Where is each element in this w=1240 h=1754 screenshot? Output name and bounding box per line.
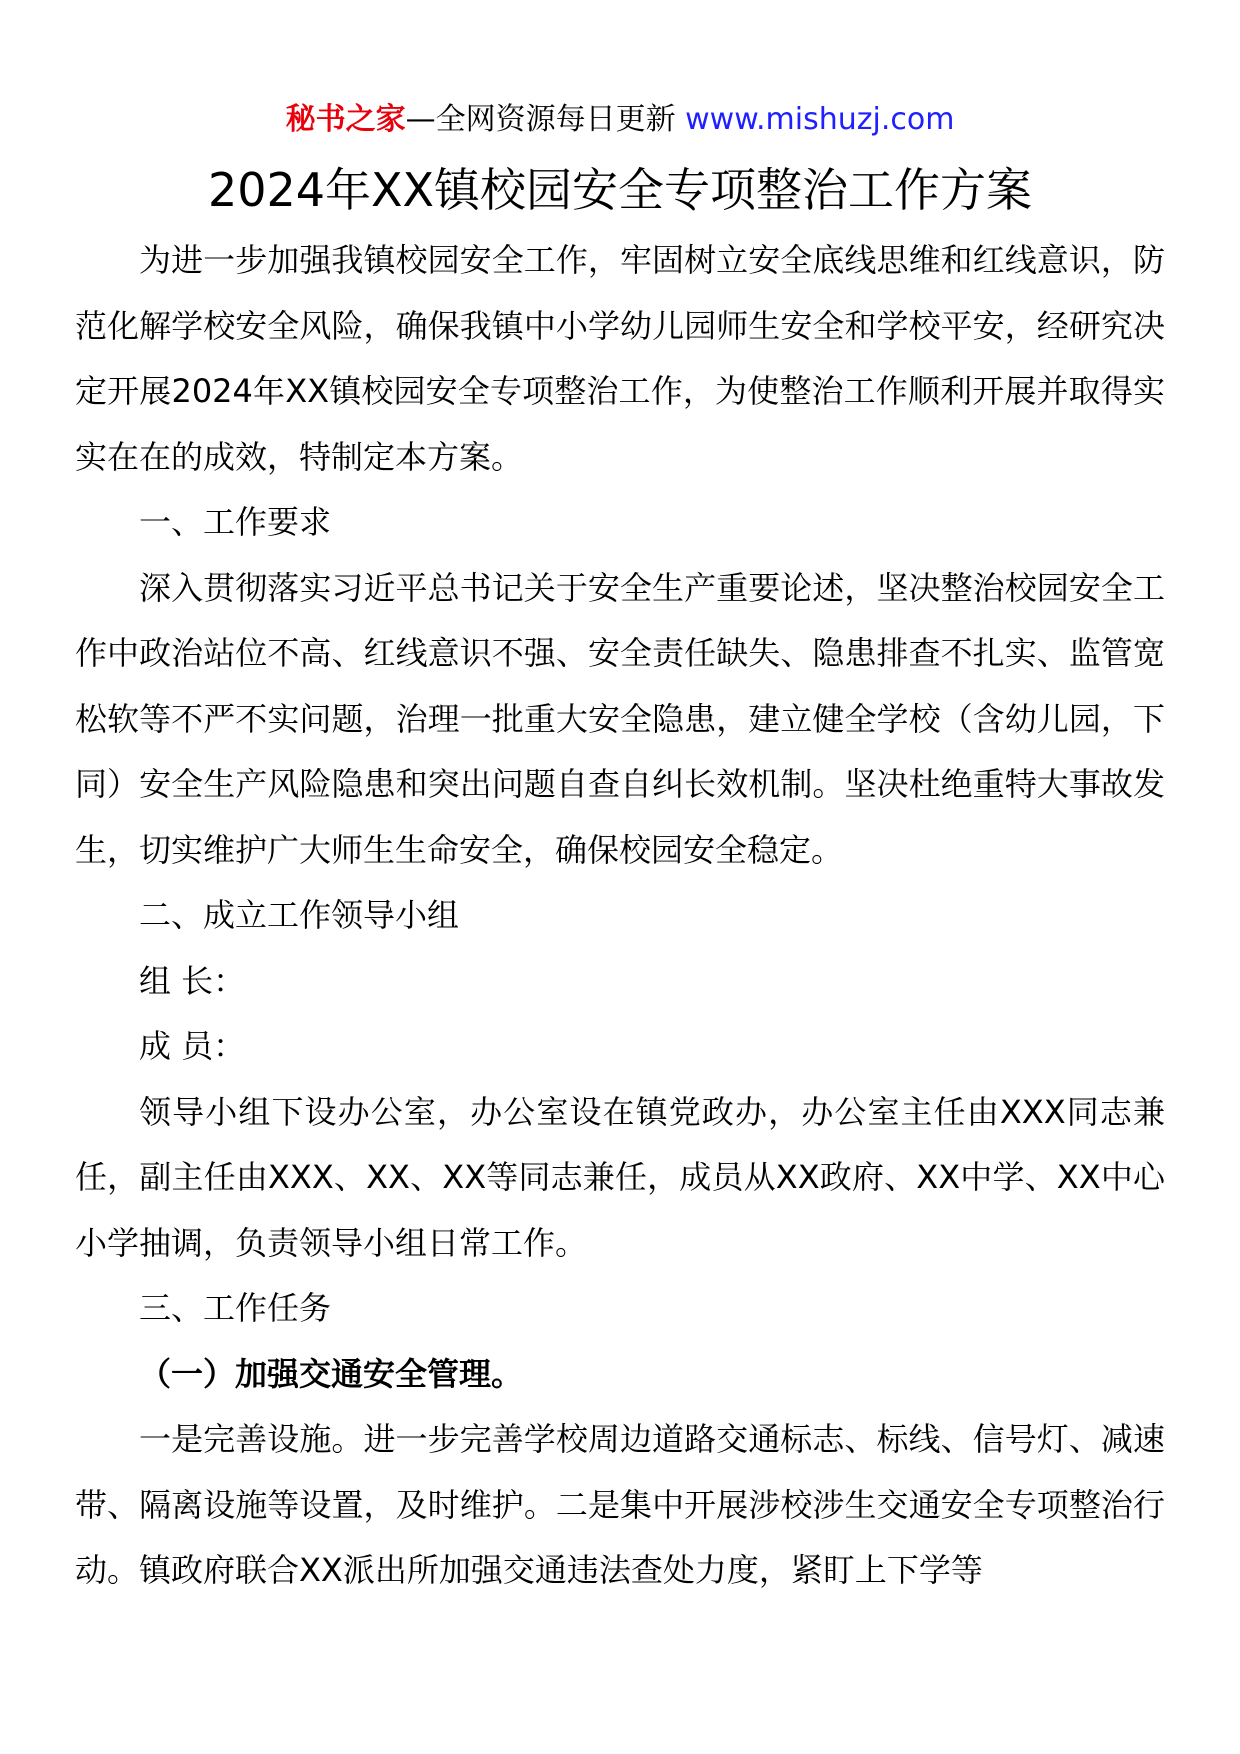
- requirements-paragraph: 深入贯彻落实习近平总书记关于安全生产重要论述，坚决整治校园安全工作中政治站位不高、红线意识不强、安全责任缺失、隐患排查不扎实、监管宽松软等不严不实问题，治理一批重大安全隐患，建立健全学校（含幼儿园，下同）安全生产风险隐患和突出问题自查自纠长效机制。坚决杜绝重特大事故发生，切实维护广大师生生命安全，确保校园安全稳定。: [75, 568, 1165, 869]
- banner-brand: 秘书之家: [285, 102, 406, 137]
- banner-url-link[interactable]: www.mishuzj.com: [685, 102, 955, 137]
- section-heading-requirements: 一、工作要求: [139, 503, 332, 541]
- subheading-traffic-safety: （一）加强交通安全管理。: [139, 1354, 524, 1393]
- document-title: 2024年XX镇校园安全专项整治工作方案: [207, 163, 1033, 217]
- traffic-safety-paragraph: 一是完善设施。进一步完善学校周边道路交通标志、标线、信号灯、减速带、隔离设施等设置，及时维护。二是集中开展涉校涉生交通安全专项整治行动。镇政府联合XX派出所加强交通违法查处力度，紧盯上下学等: [75, 1420, 1165, 1589]
- site-banner: [0, 100, 1240, 140]
- group-leader-line: 组 长：: [139, 961, 246, 1000]
- office-paragraph: 领导小组下设办公室，办公室设在镇党政办，办公室主任由XXX同志兼任，副主任由XXX、XX、XX等同志兼任，成员从XX政府、XX中学、XX中心小学抽调，负责领导小组日常工作。: [75, 1092, 1165, 1262]
- intro-paragraph: 为进一步加强我镇校园安全工作，牢固树立安全底线思维和红线意识，防范化解学校安全风险，确保我镇中小学幼儿园师生安全和学校平安，经研究决定开展2024年XX镇校园安全专项整治工作，为使整治工作顺利开展并取得实实在在的成效，特制定本方案。: [75, 241, 1165, 476]
- banner-slogan: —全网资源每日更新: [405, 102, 676, 137]
- group-members-line: 成 员：: [139, 1027, 246, 1065]
- section-heading-tasks: 三、工作任务: [139, 1289, 332, 1327]
- section-heading-leadership-group: 二、成立工作领导小组: [139, 896, 460, 934]
- document-body: [75, 228, 1165, 1604]
